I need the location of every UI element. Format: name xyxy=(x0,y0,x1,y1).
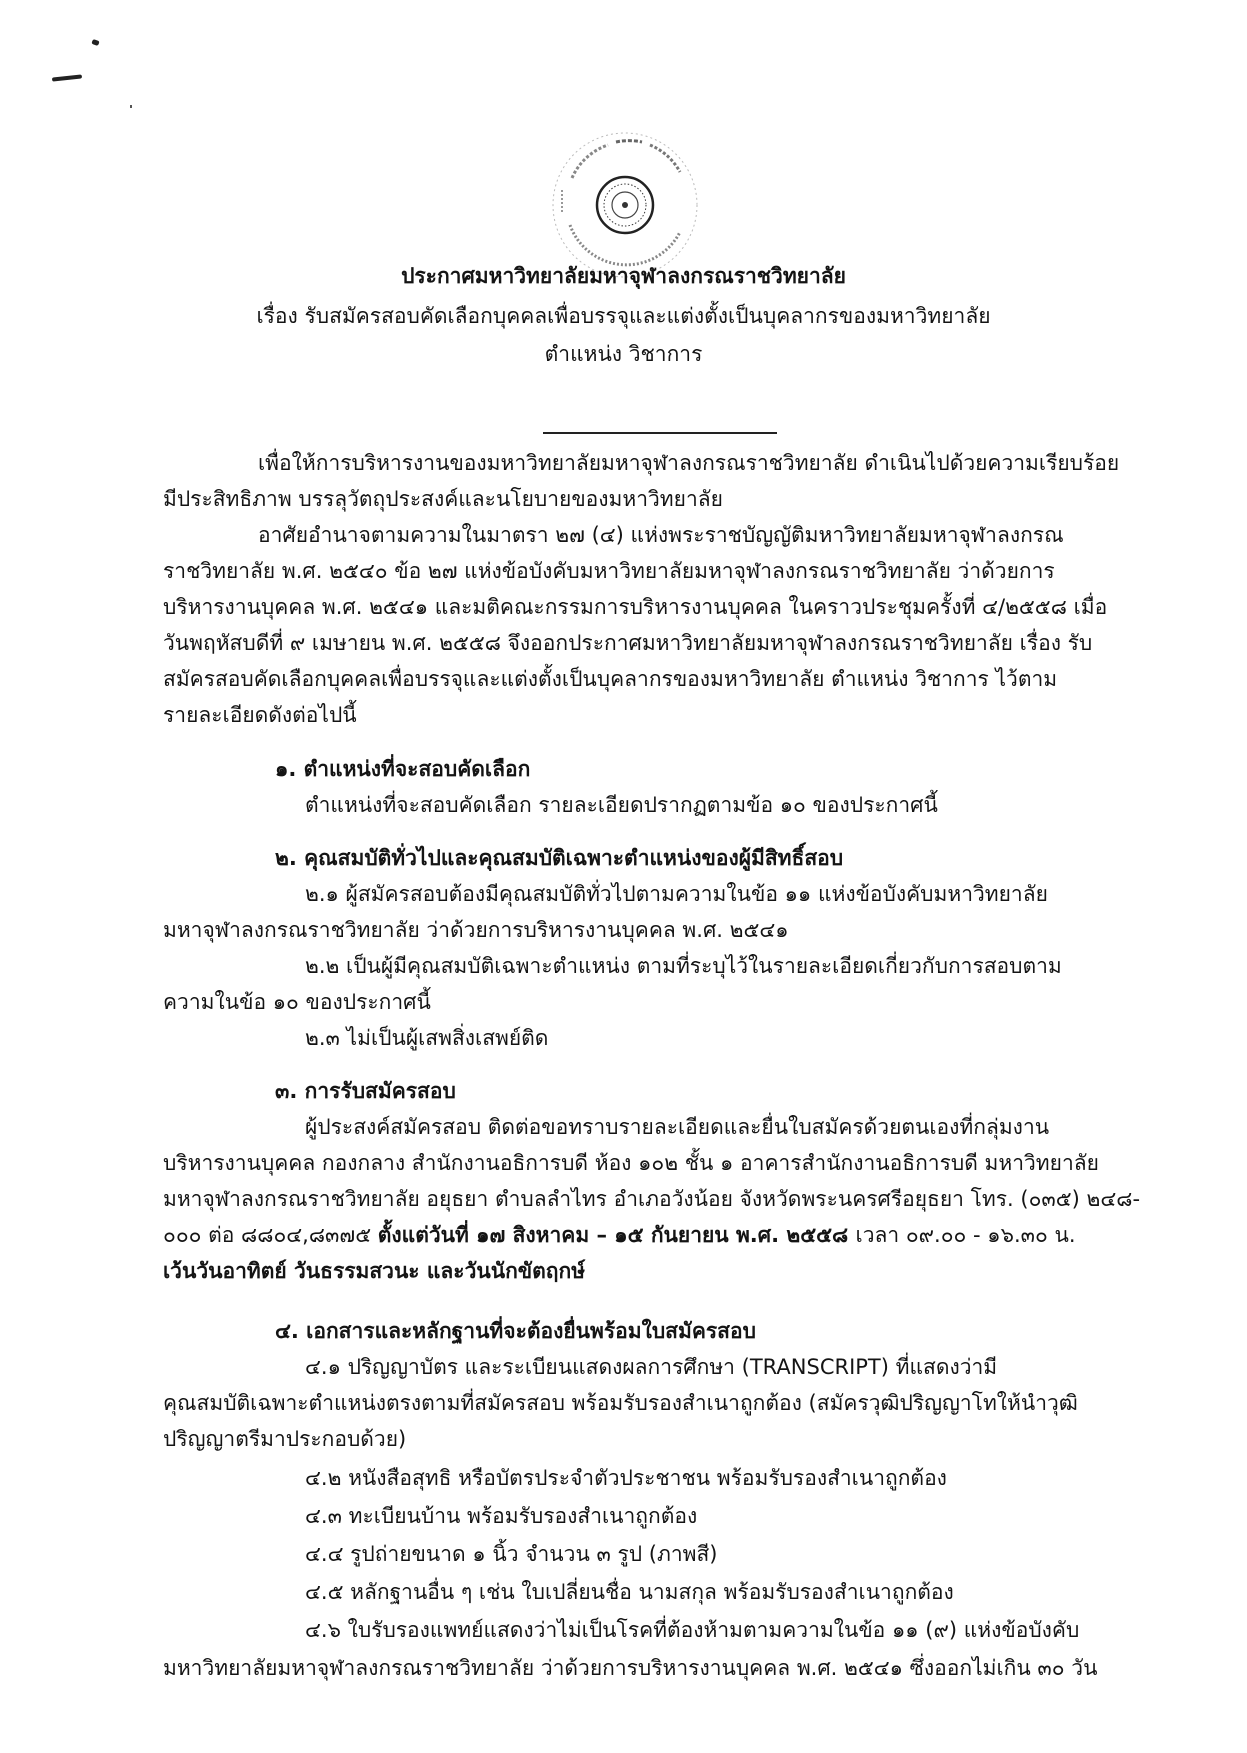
section-2-heading: ๒. คุณสมบัติทั่วไปและคุณสมบัติเฉพาะตำแหน่งของผู้มีสิทธิ์สอบ xyxy=(275,846,844,870)
scan-speck xyxy=(52,74,82,81)
section-4-line: ๔.๓ ทะเบียนบ้าน พร้อมรับรองสำเนาถูกต้อง xyxy=(305,1504,698,1528)
intro-line: อาศัยอำนาจตามความในมาตรา ๒๗ (๔) แห่งพระราชบัญญัติมหาวิทยาลัยมหาจุฬาลงกรณ xyxy=(258,523,1064,547)
intro-line: ราชวิทยาลัย พ.ศ. ๒๕๔๐ ข้อ ๒๗ แห่งข้อบังคับมหาวิทยาลัยมหาจุฬาลงกรณราชวิทยาลัย ว่าด้วยการ xyxy=(163,559,1055,583)
section-1-line: ตำแหน่งที่จะสอบคัดเลือก รายละเอียดปรากฏตามข้อ ๑๐ ของประกาศนี้ xyxy=(305,793,938,817)
title-underline xyxy=(543,432,777,434)
section-3-heading: ๓. การรับสมัครสอบ xyxy=(275,1079,456,1103)
scan-speck xyxy=(91,39,99,46)
intro-line: สมัครสอบคัดเลือกบุคคลเพื่อบรรจุและแต่งตั้งเป็นบุคลากรของมหาวิทยาลัย ตำแหน่ง วิชาการ ไว้ตาม xyxy=(163,667,1058,691)
section-4-line: ๔.๖ ใบรับรองแพทย์แสดงว่าไม่เป็นโรคที่ต้องห้ามตามความในข้อ ๑๑ (๙) แห่งข้อบังคับ xyxy=(305,1618,1080,1642)
contact-extension: ๐๐๐ ต่อ ๘๘๐๔,๘๓๗๕ xyxy=(163,1223,378,1247)
application-period: ตั้งแต่วันที่ ๑๗ สิงหาคม – ๑๕ กันยายน พ.ศ. ๒๕๕๘ xyxy=(377,1223,856,1247)
section-3-line: ผู้ประสงค์สมัครสอบ ติดต่อขอทราบรายละเอียดและยื่นใบสมัครด้วยตนเองที่กลุ่มงาน xyxy=(305,1115,1050,1139)
office-hours: เวลา ๐๙.๐๐ - ๑๖.๓๐ น. xyxy=(855,1223,1076,1247)
section-4-heading: ๔. เอกสารและหลักฐานที่จะต้องยื่นพร้อมใบสมัครสอบ xyxy=(275,1319,756,1343)
section-2-line: มหาจุฬาลงกรณราชวิทยาลัย ว่าด้วยการบริหารงานบุคคล พ.ศ. ๒๕๔๑ xyxy=(163,918,789,942)
announcement-subject: เรื่อง รับสมัครสอบคัดเลือกบุคคลเพื่อบรรจุและแต่งตั้งเป็นบุคลากรของมหาวิทยาลัย xyxy=(256,304,991,328)
section-3-line: บริหารงานบุคคล กองกลาง สำนักงานอธิการบดี ห้อง ๑๐๒ ชั้น ๑ อาคารสำนักงานอธิการบดี มหาวิทยาลัย xyxy=(163,1151,1099,1175)
section-3-line: เว้นวันอาทิตย์ วันธรรมสวนะ และวันนักขัตฤกษ์ xyxy=(163,1259,586,1283)
intro-line: รายละเอียดดังต่อไปนี้ xyxy=(163,703,357,727)
intro-line: บริหารงานบุคคล พ.ศ. ๒๕๔๑ และมติคณะกรรมการบริหารงานบุคคล ในคราวประชุมครั้งที่ ๔/๒๕๕๘ เมื่อ xyxy=(163,595,1108,619)
section-4-line: ๔.๕ หลักฐานอื่น ๆ เช่น ใบเปลี่ยนชื่อ นามสกุล พร้อมรับรองสำเนาถูกต้อง xyxy=(305,1580,954,1604)
intro-line: มีประสิทธิภาพ บรรลุวัตถุประสงค์และนโยบายของมหาวิทยาลัย xyxy=(163,487,723,511)
announcement-title: ประกาศมหาวิทยาลัยมหาจุฬาลงกรณราชวิทยาลัย xyxy=(401,264,846,288)
section-3-line-dates xyxy=(163,1221,1076,1249)
section-1-heading: ๑. ตำแหน่งที่จะสอบคัดเลือก xyxy=(275,757,531,781)
section-2-line: ๒.๑ ผู้สมัครสอบต้องมีคุณสมบัติทั่วไปตามความในข้อ ๑๑ แห่งข้อบังคับมหาวิทยาลัย xyxy=(305,882,1048,906)
section-2-line: ๒.๓ ไม่เป็นผู้เสพสิ่งเสพย์ติด xyxy=(305,1026,549,1050)
scan-speck xyxy=(130,105,132,108)
section-2-line: ความในข้อ ๑๐ ของประกาศนี้ xyxy=(163,990,431,1014)
intro-line: เพื่อให้การบริหารงานของมหาวิทยาลัยมหาจุฬาลงกรณราชวิทยาลัย ดำเนินไปด้วยความเรียบร้อย xyxy=(258,451,1120,475)
section-4-line: ๔.๒ หนังสือสุทธิ หรือบัตรประจำตัวประชาชน พร้อมรับรองสำเนาถูกต้อง xyxy=(305,1466,947,1490)
section-3-line: มหาจุฬาลงกรณราชวิทยาลัย อยุธยา ตำบลลำไทร อำเภอวังน้อย จังหวัดพระนครศรีอยุธยา โทร. (๐๓๕) ๒๔๘- xyxy=(163,1187,1141,1211)
intro-line: วันพฤหัสบดีที่ ๙ เมษายน พ.ศ. ๒๕๕๘ จึงออกประกาศมหาวิทยาลัยมหาจุฬาลงกรณราชวิทยาลัย เรื่อง รับ xyxy=(163,631,1093,655)
section-2-line: ๒.๒ เป็นผู้มีคุณสมบัติเฉพาะตำแหน่ง ตามที่ระบุไว้ในรายละเอียดเกี่ยวกับการสอบตาม xyxy=(305,954,1062,978)
section-4-line: คุณสมบัติเฉพาะตำแหน่งตรงตามที่สมัครสอบ พร้อมรับรองสำเนาถูกต้อง (สมัครวุฒิปริญญาโทให้นำวุฒิ xyxy=(163,1391,1078,1415)
section-4-line: ๔.๔ รูปถ่ายขนาด ๑ นิ้ว จำนวน ๓ รูป (ภาพสี) xyxy=(305,1542,718,1566)
section-4-line: มหาวิทยาลัยมหาจุฬาลงกรณราชวิทยาลัย ว่าด้วยการบริหารงานบุคคล พ.ศ. ๒๕๔๑ ซึ่งออกไม่เกิน ๓๐ วัน xyxy=(163,1656,1098,1680)
section-4-line: ๔.๑ ปริญญาบัตร และระเบียนแสดงผลการศึกษา (TRANSCRIPT) ที่แสดงว่ามี xyxy=(305,1355,998,1379)
announcement-position: ตำแหน่ง วิชาการ xyxy=(544,342,703,366)
section-4-line: ปริญญาตรีมาประกอบด้วย) xyxy=(163,1427,407,1451)
